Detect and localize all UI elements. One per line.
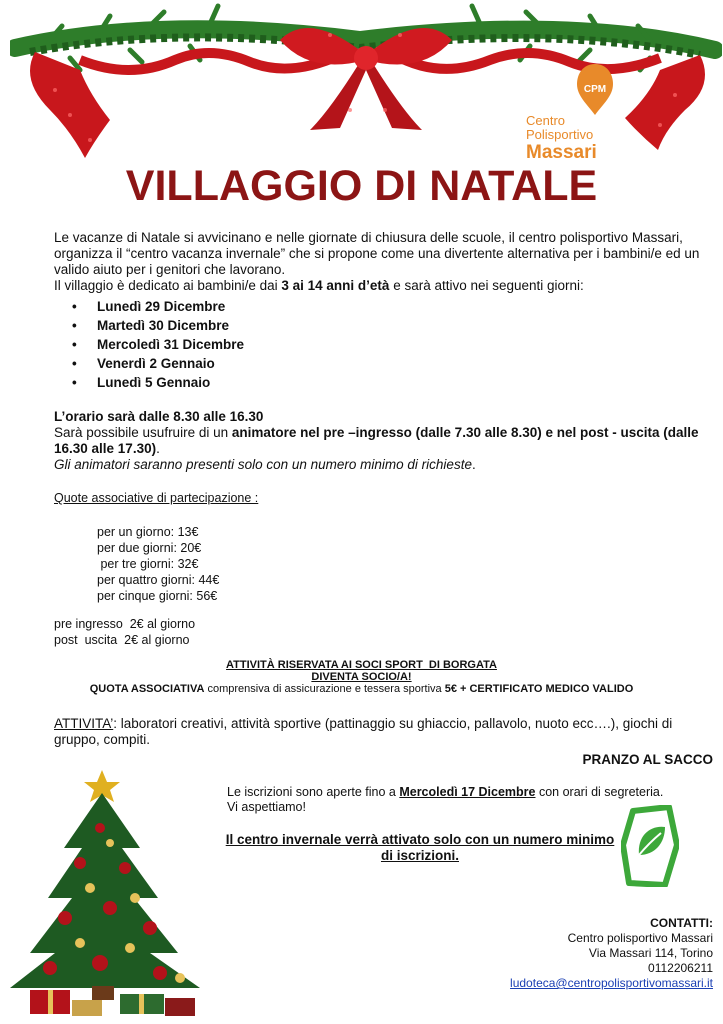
contact-name: Centro polisportivo Massari bbox=[567, 931, 713, 945]
activities-text: : laboratori creativi, attività sportive (pattinaggio su ghiaccio, pallavolo, nuoto ecc….), giochi di gruppo, compiti. bbox=[54, 716, 673, 747]
members-only-line: ATTIVITÀ RISERVATA AI SOCI SPORT DI BORGATA bbox=[226, 659, 497, 671]
cpm-logo-mark bbox=[575, 62, 615, 117]
membership-fee-line: QUOTA ASSOCIATIVA comprensiva di assicurazione e tessera sportiva 5€ + CERTIFICATO MEDICO VALIDO bbox=[89, 683, 634, 695]
logo-text bbox=[526, 114, 597, 163]
minimum-enrollment-warning: Il centro invernale verrà attivato solo con un numero minimo di iscrizioni. bbox=[225, 832, 615, 863]
fee-item: per due giorni: 20€ bbox=[97, 541, 202, 555]
intro-paragraph bbox=[54, 230, 716, 294]
bullet-icon: • bbox=[72, 337, 77, 352]
leaf-badge-icon bbox=[621, 805, 679, 887]
contact-phone: 0112206211 bbox=[648, 961, 713, 975]
animator-info: Sarà possibile usufruire di un animatore nel pre –ingresso (dalle 7.30 alle 8.30) e nel post - uscita (dalle 16.30 alle 17.30). bbox=[54, 425, 699, 456]
bullet-icon: • bbox=[72, 299, 77, 314]
animator-note: Gli animatori saranno presenti solo con un numero minimo di richieste. bbox=[54, 457, 476, 472]
hours-line: L’orario sarà dalle 8.30 alle 16.30 bbox=[54, 409, 264, 424]
svg-text:CPM: CPM bbox=[583, 84, 607, 95]
logo-line-1: Centro bbox=[526, 113, 566, 128]
list-item: • Venerdì 2 Gennaio bbox=[72, 356, 215, 371]
bullet-icon: • bbox=[72, 375, 77, 390]
logo-line-2: Polisportivo bbox=[526, 127, 594, 142]
packed-lunch-note: PRANZO AL SACCO bbox=[582, 752, 713, 767]
fees-heading: Quote associative di partecipazione : bbox=[54, 491, 259, 505]
extra-fee-item: pre ingresso 2€ al giorno bbox=[54, 617, 196, 631]
logo-line-3: Massari bbox=[526, 142, 597, 163]
list-item: • Martedì 30 Dicembre bbox=[72, 318, 230, 333]
activities-paragraph bbox=[54, 716, 716, 748]
list-item: • Lunedì 5 Gennaio bbox=[72, 375, 211, 390]
contact-address: Via Massari 114, Torino bbox=[588, 946, 713, 960]
bullet-icon: • bbox=[72, 356, 77, 371]
hours-section bbox=[54, 409, 716, 473]
fee-item: per cinque giorni: 56€ bbox=[97, 589, 218, 603]
days-list bbox=[72, 297, 372, 392]
list-item: • Lunedì 29 Dicembre bbox=[72, 299, 226, 314]
contacts-block bbox=[413, 916, 713, 991]
become-member-line: DIVENTA SOCIO/A! bbox=[311, 671, 412, 683]
fee-item: per tre giorni: 32€ bbox=[97, 557, 199, 571]
extra-fee-item: post uscita 2€ al giorno bbox=[54, 633, 190, 647]
page-title: VILLAGGIO DI NATALE bbox=[125, 162, 598, 210]
activities-label: ATTIVITA’ bbox=[54, 716, 114, 731]
intro-text-2: Il villaggio è dedicato ai bambini/e dai 3 ai 14 anni d’età e sarà attivo nei seguenti giorni: bbox=[54, 278, 584, 293]
contacts-heading: CONTATTI: bbox=[650, 916, 713, 930]
massari-logo bbox=[520, 62, 635, 162]
registration-deadline: Le iscrizioni sono aperte fino a Mercoledì 17 Dicembre con orari di segreteria. bbox=[227, 785, 664, 799]
extra-fees bbox=[54, 616, 195, 648]
bullet-icon: • bbox=[72, 318, 77, 333]
fee-item: per quattro giorni: 44€ bbox=[97, 573, 220, 587]
christmas-tree-illustration bbox=[10, 768, 210, 1018]
fee-item: per un giorno: 13€ bbox=[97, 525, 199, 539]
welcome-text: Vi aspettiamo! bbox=[227, 800, 306, 814]
members-notice bbox=[0, 659, 723, 695]
fees-list bbox=[97, 524, 219, 604]
list-item: • Mercoledì 31 Dicembre bbox=[72, 337, 245, 352]
intro-text-1: Le vacanze di Natale si avvicinano e nelle giornate di chiusura delle scuole, il centro polisportivo Massari, organizza il “centro vacanza invernale” che si propone come una divertente alternativa per i bambini/e ed un valido aiuto per i genitori che lavorano. bbox=[54, 230, 700, 277]
contact-email-link[interactable]: ludoteca@centropolisportivomassari.it bbox=[510, 976, 713, 990]
